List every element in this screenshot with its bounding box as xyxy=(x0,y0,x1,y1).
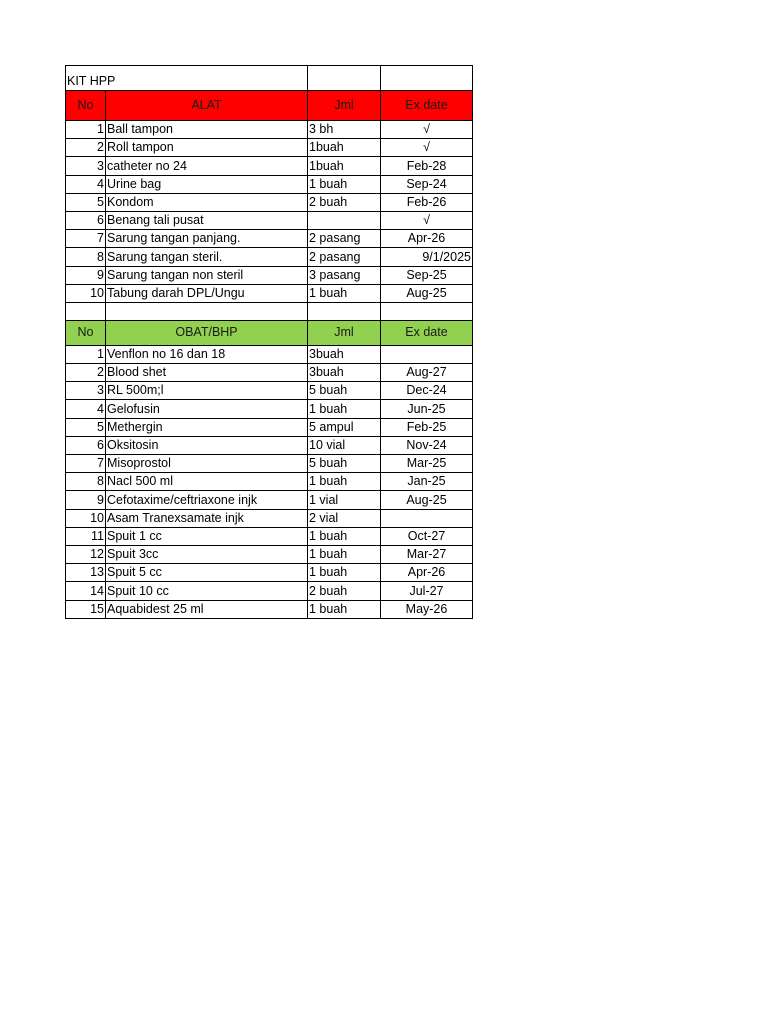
alat-row-name[interactable]: Kondom xyxy=(106,193,308,211)
obat-row xyxy=(66,509,473,527)
alat-row-ex-date[interactable]: Apr-26 xyxy=(381,230,473,248)
obat-row-ex-date[interactable]: Dec-24 xyxy=(381,382,473,400)
alat-row xyxy=(66,193,473,211)
obat-row-name[interactable]: Gelofusin xyxy=(106,400,308,418)
alat-row-name[interactable]: catheter no 24 xyxy=(106,157,308,175)
obat-row-jml[interactable]: 2 buah xyxy=(308,582,381,600)
alat-row-jml[interactable]: 1 buah xyxy=(308,175,381,193)
obat-row xyxy=(66,491,473,509)
inventory-sheet xyxy=(65,65,473,619)
empty-cell[interactable] xyxy=(106,302,308,320)
obat-row-no[interactable]: 11 xyxy=(66,527,106,545)
alat-row-no[interactable]: 7 xyxy=(66,230,106,248)
obat-row-name[interactable]: Asam Tranexsamate injk xyxy=(106,509,308,527)
alat-row-ex-date[interactable]: √ xyxy=(381,211,473,229)
obat-row-no[interactable]: 7 xyxy=(66,455,106,473)
obat-row-ex-date[interactable]: Aug-27 xyxy=(381,364,473,382)
alat-row-jml[interactable]: 1buah xyxy=(308,157,381,175)
obat-row-ex-date[interactable]: Jan-25 xyxy=(381,473,473,491)
gap-row xyxy=(66,302,473,320)
obat-row-ex-date[interactable]: Oct-27 xyxy=(381,527,473,545)
alat-row-name[interactable]: Sarung tangan steril. xyxy=(106,248,308,266)
obat-row-no[interactable]: 10 xyxy=(66,509,106,527)
alat-header-ex-date[interactable]: Ex date xyxy=(381,91,473,121)
obat-row-no[interactable]: 3 xyxy=(66,382,106,400)
obat-row-jml[interactable]: 3buah xyxy=(308,345,381,363)
obat-row-ex-date[interactable]: Feb-25 xyxy=(381,418,473,436)
obat-row-jml[interactable]: 1 buah xyxy=(308,400,381,418)
obat-row-no[interactable]: 4 xyxy=(66,400,106,418)
alat-row xyxy=(66,230,473,248)
obat-row-no[interactable]: 9 xyxy=(66,491,106,509)
obat-row-no[interactable]: 13 xyxy=(66,564,106,582)
alat-row-ex-date[interactable]: Feb-26 xyxy=(381,193,473,211)
empty-cell[interactable] xyxy=(381,302,473,320)
alat-row-no[interactable]: 4 xyxy=(66,175,106,193)
alat-row-name[interactable]: Sarung tangan non steril xyxy=(106,266,308,284)
obat-row-name[interactable]: Misoprostol xyxy=(106,455,308,473)
alat-row-ex-date[interactable]: Sep-24 xyxy=(381,175,473,193)
alat-row-ex-date[interactable]: Sep-25 xyxy=(381,266,473,284)
alat-row-no[interactable]: 3 xyxy=(66,157,106,175)
alat-row-no[interactable]: 6 xyxy=(66,211,106,229)
obat-header-ex-date[interactable]: Ex date xyxy=(381,320,473,345)
obat-row-name[interactable]: Spuit 1 cc xyxy=(106,527,308,545)
obat-row-name[interactable]: Cefotaxime/ceftriaxone injk xyxy=(106,491,308,509)
obat-row-ex-date[interactable]: Apr-26 xyxy=(381,564,473,582)
obat-row xyxy=(66,418,473,436)
obat-row-jml[interactable]: 1 vial xyxy=(308,491,381,509)
alat-row-name[interactable]: Tabung darah DPL/Ungu xyxy=(106,284,308,302)
alat-row xyxy=(66,248,473,266)
alat-row-no[interactable]: 2 xyxy=(66,139,106,157)
obat-row-no[interactable]: 15 xyxy=(66,600,106,618)
obat-row-jml[interactable]: 1 buah xyxy=(308,527,381,545)
alat-row xyxy=(66,266,473,284)
obat-row-jml[interactable]: 5 buah xyxy=(308,455,381,473)
alat-row-ex-date[interactable]: Aug-25 xyxy=(381,284,473,302)
empty-cell[interactable] xyxy=(308,302,381,320)
obat-header-jml[interactable]: Jml xyxy=(308,320,381,345)
obat-row-jml[interactable]: 3buah xyxy=(308,364,381,382)
obat-row xyxy=(66,545,473,563)
sheet-title[interactable]: KIT HPP xyxy=(66,66,308,91)
obat-row-name[interactable]: Methergin xyxy=(106,418,308,436)
obat-row-no[interactable]: 8 xyxy=(66,473,106,491)
obat-row-name[interactable]: Aquabidest 25 ml xyxy=(106,600,308,618)
obat-row xyxy=(66,364,473,382)
alat-row-jml[interactable] xyxy=(308,211,381,229)
obat-header-row xyxy=(66,320,473,345)
obat-row-name[interactable]: Blood shet xyxy=(106,364,308,382)
alat-header-row xyxy=(66,91,473,121)
alat-header-no[interactable]: No xyxy=(66,91,106,121)
alat-row-ex-date[interactable]: Feb-28 xyxy=(381,157,473,175)
obat-row xyxy=(66,564,473,582)
obat-row-name[interactable]: Spuit 10 cc xyxy=(106,582,308,600)
alat-row-ex-date[interactable]: √ xyxy=(381,121,473,139)
obat-row-ex-date[interactable]: Jun-25 xyxy=(381,400,473,418)
empty-cell[interactable] xyxy=(308,66,381,91)
obat-row-jml[interactable]: 2 vial xyxy=(308,509,381,527)
obat-row xyxy=(66,527,473,545)
obat-row-no[interactable]: 6 xyxy=(66,436,106,454)
alat-row xyxy=(66,157,473,175)
alat-row-jml[interactable]: 1buah xyxy=(308,139,381,157)
alat-row xyxy=(66,175,473,193)
obat-row-name[interactable]: Spuit 5 cc xyxy=(106,564,308,582)
alat-row-ex-date[interactable]: 9/1/2025 xyxy=(381,248,473,266)
alat-row xyxy=(66,139,473,157)
alat-row-name[interactable]: Roll tampon xyxy=(106,139,308,157)
alat-row-ex-date[interactable]: √ xyxy=(381,139,473,157)
obat-row-ex-date[interactable] xyxy=(381,345,473,363)
obat-row-jml[interactable]: 5 buah xyxy=(308,382,381,400)
obat-row-ex-date[interactable]: Nov-24 xyxy=(381,436,473,454)
obat-row-jml[interactable]: 1 buah xyxy=(308,473,381,491)
obat-row-jml[interactable]: 10 vial xyxy=(308,436,381,454)
obat-row xyxy=(66,582,473,600)
alat-row-jml[interactable]: 2 pasang xyxy=(308,248,381,266)
obat-row-ex-date[interactable]: Aug-25 xyxy=(381,491,473,509)
obat-row-name[interactable]: RL 500m;l xyxy=(106,382,308,400)
obat-row-ex-date[interactable]: Jul-27 xyxy=(381,582,473,600)
alat-row xyxy=(66,211,473,229)
obat-row xyxy=(66,436,473,454)
title-row xyxy=(66,66,473,91)
obat-row-no[interactable]: 2 xyxy=(66,364,106,382)
alat-row-jml[interactable]: 2 buah xyxy=(308,193,381,211)
obat-row xyxy=(66,473,473,491)
obat-row xyxy=(66,400,473,418)
empty-cell[interactable] xyxy=(66,302,106,320)
alat-row-name[interactable]: Ball tampon xyxy=(106,121,308,139)
obat-row-jml[interactable]: 1 buah xyxy=(308,600,381,618)
alat-row-jml[interactable]: 1 buah xyxy=(308,284,381,302)
obat-row-ex-date[interactable]: Mar-25 xyxy=(381,455,473,473)
obat-row-no[interactable]: 5 xyxy=(66,418,106,436)
obat-row xyxy=(66,345,473,363)
obat-row-ex-date[interactable]: May-26 xyxy=(381,600,473,618)
alat-row-no[interactable]: 10 xyxy=(66,284,106,302)
alat-row-jml[interactable]: 3 bh xyxy=(308,121,381,139)
obat-row-name[interactable]: Spuit 3cc xyxy=(106,545,308,563)
alat-row-no[interactable]: 8 xyxy=(66,248,106,266)
alat-row-jml[interactable]: 3 pasang xyxy=(308,266,381,284)
alat-row-no[interactable]: 9 xyxy=(66,266,106,284)
alat-row-name[interactable]: Sarung tangan panjang. xyxy=(106,230,308,248)
alat-row-jml[interactable]: 2 pasang xyxy=(308,230,381,248)
sheet-body xyxy=(66,66,473,619)
obat-row xyxy=(66,600,473,618)
obat-row-no[interactable]: 12 xyxy=(66,545,106,563)
alat-row xyxy=(66,121,473,139)
obat-row-jml[interactable]: 1 buah xyxy=(308,564,381,582)
alat-row-name[interactable]: Benang tali pusat xyxy=(106,211,308,229)
obat-header-name[interactable]: OBAT/BHP xyxy=(106,320,308,345)
obat-header-no[interactable]: No xyxy=(66,320,106,345)
alat-header-jml[interactable]: Jml xyxy=(308,91,381,121)
alat-header-name[interactable]: ALAT xyxy=(106,91,308,121)
obat-row-name[interactable]: Oksitosin xyxy=(106,436,308,454)
alat-row xyxy=(66,284,473,302)
obat-row-ex-date[interactable]: Mar-27 xyxy=(381,545,473,563)
obat-row-jml[interactable]: 1 buah xyxy=(308,545,381,563)
obat-row-no[interactable]: 1 xyxy=(66,345,106,363)
obat-row-ex-date[interactable] xyxy=(381,509,473,527)
obat-row-name[interactable]: Venflon no 16 dan 18 xyxy=(106,345,308,363)
obat-row-name[interactable]: Nacl 500 ml xyxy=(106,473,308,491)
obat-row xyxy=(66,382,473,400)
empty-cell[interactable] xyxy=(381,66,473,91)
obat-row-no[interactable]: 14 xyxy=(66,582,106,600)
alat-row-no[interactable]: 5 xyxy=(66,193,106,211)
obat-row xyxy=(66,455,473,473)
obat-row-jml[interactable]: 5 ampul xyxy=(308,418,381,436)
alat-row-name[interactable]: Urine bag xyxy=(106,175,308,193)
alat-row-no[interactable]: 1 xyxy=(66,121,106,139)
